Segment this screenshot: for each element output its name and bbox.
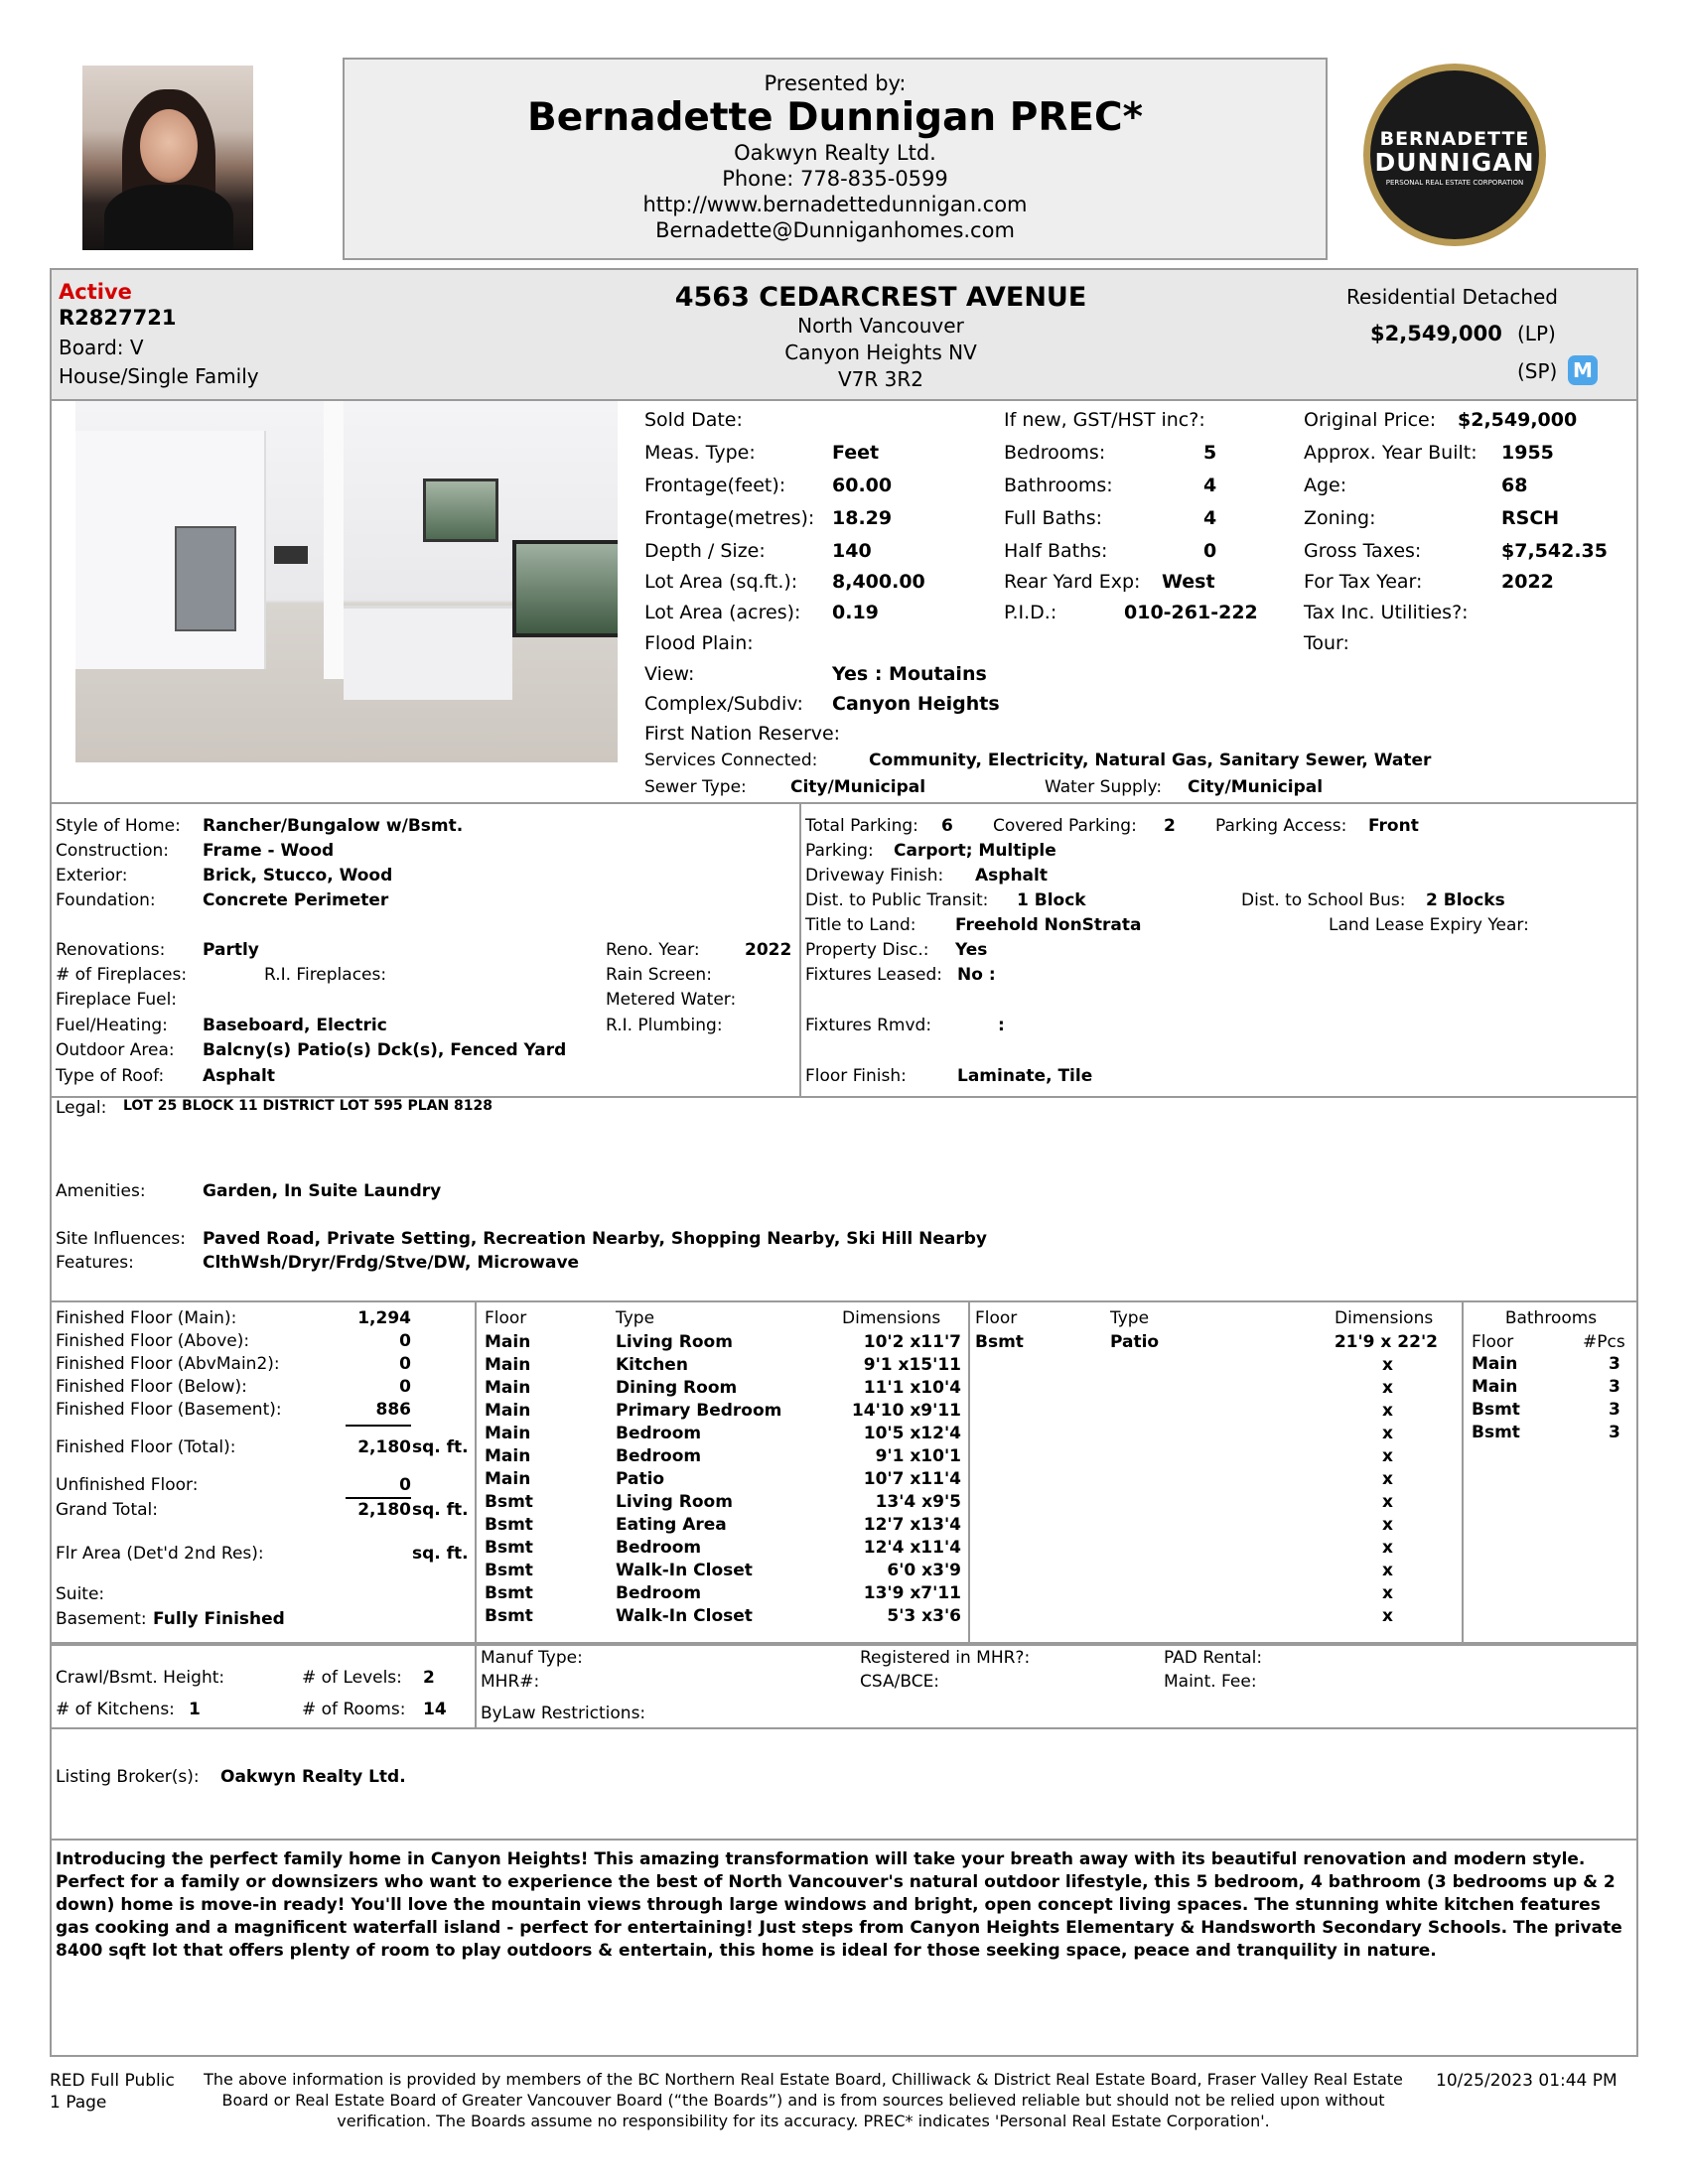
field-label: Land Lease Expiry Year:	[1329, 915, 1529, 935]
floor-total-value: 2,180	[357, 1437, 411, 1457]
foundation-value: Concrete Perimeter	[203, 890, 389, 910]
room-floor: Main	[485, 1446, 531, 1466]
field-label: Listing Broker(s):	[56, 1767, 200, 1787]
room-floor: Bsmt	[485, 1515, 533, 1535]
field-label: Lot Area (acres):	[644, 602, 801, 623]
agent-photo	[82, 66, 253, 250]
bathroom-floor: Main	[1472, 1377, 1518, 1397]
covered-parking-value: 2	[1164, 816, 1176, 836]
services-value: Community, Electricity, Natural Gas, Sanitary Sewer, Water	[869, 751, 1432, 770]
renovations-value: Partly	[203, 940, 259, 960]
agent-logo	[1363, 64, 1546, 246]
board: Board: V	[59, 336, 144, 359]
field-label: If new, GST/HST inc?:	[1004, 409, 1205, 431]
basement-value: Fully Finished	[153, 1609, 285, 1629]
field-label: Frontage(feet):	[644, 475, 786, 496]
floor-main-value: 1,294	[357, 1308, 411, 1328]
bathroom-floor: Main	[1472, 1354, 1518, 1374]
floor-above-value: 0	[399, 1331, 411, 1351]
levels-value: 2	[423, 1668, 435, 1688]
original-price-value: $2,549,000	[1458, 409, 1578, 431]
floor-abvmain2-value: 0	[399, 1354, 411, 1374]
room-type: Living Room	[616, 1332, 733, 1352]
city: North Vancouver	[797, 314, 964, 338]
room-type: Bedroom	[616, 1424, 702, 1443]
room-floor: Main	[485, 1469, 531, 1489]
field-label: Fireplace Fuel:	[56, 990, 178, 1010]
underline	[346, 1497, 411, 1499]
tax-year-value: 2022	[1501, 571, 1554, 593]
manuf-box	[50, 1642, 1638, 1729]
sqft-unit: sq. ft.	[412, 1437, 469, 1457]
col-header: Type	[616, 1308, 655, 1328]
mls-number: R2827721	[59, 306, 177, 330]
disclaimer: The above information is provided by members of the BC Northern Real Estate Board, Chilliwack & District Real Estate Board, Fraser Valley Real Estate Board or Real Estate Board of Greater Vancouver Board (“the Boards”) and is from sources believed reliable but should not be relied upon without verification. The Boards assume no responsibility for its accuracy. PREC* indicates 'Personal Real Estate Corporation'.	[204, 2070, 1403, 2130]
status-badge: Active	[59, 280, 132, 304]
area: Canyon Heights NV	[784, 341, 977, 364]
room-type: Patio	[616, 1469, 665, 1489]
room-floor: Main	[485, 1355, 531, 1375]
col-header: Floor	[485, 1308, 527, 1328]
floor-finish-value: Laminate, Tile	[957, 1066, 1093, 1086]
frontage-metres-value: 18.29	[832, 507, 893, 529]
parking-access-value: Front	[1368, 816, 1419, 836]
field-label: Foundation:	[56, 890, 156, 910]
field-label: Reno. Year:	[606, 940, 700, 960]
field-label: Features:	[56, 1253, 134, 1273]
floor-below-value: 0	[399, 1377, 411, 1397]
rooms-count-value: 14	[423, 1700, 447, 1719]
field-label: Amenities:	[56, 1181, 146, 1201]
room-dimensions: 10'5 x12'4	[863, 1424, 961, 1443]
room-dimensions: 9'1 x10'1	[875, 1446, 961, 1466]
room-dimensions: 9'1 x15'11	[863, 1355, 961, 1375]
field-label: MHR#:	[481, 1672, 540, 1692]
company-name: Oakwyn Realty Ltd.	[734, 141, 936, 165]
field-label: Zoning:	[1304, 507, 1376, 529]
logo-line-3: PERSONAL REAL ESTATE CORPORATION	[1385, 179, 1524, 187]
room-type: Eating Area	[616, 1515, 727, 1535]
field-label: Services Connected:	[644, 751, 818, 770]
room-type: Kitchen	[616, 1355, 688, 1375]
driveway-value: Asphalt	[975, 866, 1048, 886]
full-baths-value: 4	[1203, 507, 1217, 529]
room-dimensions: 13'9 x7'11	[863, 1583, 961, 1603]
total-parking-value: 6	[941, 816, 953, 836]
agent-phone: Phone: 778-835-0599	[722, 167, 948, 191]
depth-value: 140	[832, 540, 872, 562]
frontage-feet-value: 60.00	[832, 475, 893, 496]
room-dimensions-empty: x	[1382, 1469, 1393, 1489]
room-dimensions: 21'9 x 22'2	[1334, 1332, 1438, 1352]
room-floor: Main	[485, 1424, 531, 1443]
field-label: Depth / Size:	[644, 540, 766, 562]
room-type: Walk-In Closet	[616, 1606, 753, 1626]
field-label: Style of Home:	[56, 816, 181, 836]
col-header: Dimensions	[1335, 1308, 1434, 1328]
field-label: Manuf Type:	[481, 1648, 583, 1668]
logo-line-1: BERNADETTE	[1379, 128, 1530, 150]
room-floor: Bsmt	[485, 1606, 533, 1626]
age-value: 68	[1501, 475, 1528, 496]
field-label: Lot Area (sq.ft.):	[644, 571, 798, 593]
room-floor: Bsmt	[485, 1538, 533, 1558]
postal-code: V7R 3R2	[837, 367, 923, 391]
bedrooms-value: 5	[1203, 442, 1217, 464]
field-label: Approx. Year Built:	[1304, 442, 1477, 464]
field-label: Parking Access:	[1215, 816, 1347, 836]
transit-value: 1 Block	[1017, 890, 1086, 910]
field-label: Dist. to School Bus:	[1241, 890, 1406, 910]
field-label: Dist. to Public Transit:	[805, 890, 989, 910]
field-label: Legal:	[56, 1098, 107, 1118]
lp-label: (LP)	[1517, 322, 1556, 345]
lot-area-acres-value: 0.19	[832, 602, 879, 623]
school-bus-value: 2 Blocks	[1426, 890, 1505, 910]
field-label: ByLaw Restrictions:	[481, 1704, 646, 1723]
field-label: Parking:	[805, 841, 874, 861]
room-type: Bedroom	[616, 1583, 702, 1603]
address: 4563 CEDARCREST AVENUE	[674, 282, 1087, 313]
room-type: Dining Room	[616, 1378, 738, 1398]
gross-taxes-value: $7,542.35	[1501, 540, 1608, 562]
bathrooms-value: 4	[1203, 475, 1217, 496]
field-label: Registered in MHR?:	[860, 1648, 1031, 1668]
field-label: Metered Water:	[606, 990, 737, 1010]
property-disc-value: Yes	[955, 940, 988, 960]
amenities-value: Garden, In Suite Laundry	[203, 1181, 442, 1201]
style-value: Rancher/Bungalow w/Bsmt.	[203, 816, 464, 836]
fixtures-leased-value: No :	[957, 965, 996, 985]
field-label: Age:	[1304, 475, 1347, 496]
field-label: Site Influences:	[56, 1229, 186, 1249]
col-header: Floor	[1472, 1332, 1514, 1352]
complex-value: Canyon Heights	[832, 693, 1000, 715]
m-badge-icon[interactable]: M	[1568, 355, 1598, 385]
field-label: Tour:	[1304, 632, 1349, 654]
field-label: Renovations:	[56, 940, 166, 960]
field-label: Fixtures Rmvd:	[805, 1016, 932, 1035]
bathroom-pcs: 3	[1609, 1400, 1620, 1420]
divider	[799, 802, 801, 1098]
room-dimensions: 14'10 x9'11	[851, 1401, 961, 1421]
kitchens-value: 1	[189, 1700, 201, 1719]
room-dimensions: 13'4 x9'5	[875, 1492, 961, 1512]
grand-total-value: 2,180	[357, 1500, 411, 1520]
field-label: Sewer Type:	[644, 777, 747, 797]
room-type: Primary Bedroom	[616, 1401, 782, 1421]
field-label: Type of Roof:	[56, 1066, 165, 1086]
roof-value: Asphalt	[203, 1066, 275, 1086]
field-label: Suite:	[56, 1584, 105, 1604]
pid-value: 010-261-222	[1124, 602, 1258, 623]
field-label: Exterior:	[56, 866, 128, 886]
report-name: RED Full Public	[50, 2071, 175, 2091]
field-label: Bedrooms:	[1004, 442, 1106, 464]
field-label: Outdoor Area:	[56, 1040, 175, 1060]
field-label: R.I. Plumbing:	[606, 1016, 723, 1035]
property-type: House/Single Family	[59, 364, 259, 388]
field-label: Full Baths:	[1004, 507, 1102, 529]
unfinished-value: 0	[399, 1475, 411, 1495]
field-label: Crawl/Bsmt. Height:	[56, 1668, 225, 1688]
room-dimensions-empty: x	[1382, 1606, 1393, 1626]
bathroom-floor: Bsmt	[1472, 1423, 1520, 1442]
field-label: CSA/BCE:	[860, 1672, 940, 1692]
legal-value: LOT 25 BLOCK 11 DISTRICT LOT 595 PLAN 8128	[123, 1098, 493, 1114]
field-label: Tax Inc. Utilities?:	[1304, 602, 1469, 623]
field-label: Fixtures Leased:	[805, 965, 942, 985]
room-dimensions: 10'7 x11'4	[863, 1469, 961, 1489]
field-label: Maint. Fee:	[1164, 1672, 1257, 1692]
lot-area-sqft-value: 8,400.00	[832, 571, 925, 593]
room-floor: Bsmt	[485, 1583, 533, 1603]
year-built-value: 1955	[1501, 442, 1554, 464]
floor-basement-value: 886	[375, 1400, 411, 1420]
field-label: Complex/Subdiv:	[644, 693, 803, 715]
bathroom-pcs: 3	[1609, 1377, 1620, 1397]
room-dimensions: 6'0 x3'9	[887, 1561, 961, 1580]
room-dimensions-empty: x	[1382, 1355, 1393, 1375]
room-dimensions-empty: x	[1382, 1492, 1393, 1512]
field-label: Finished Floor (Total):	[56, 1437, 236, 1457]
room-floor: Bsmt	[975, 1332, 1024, 1352]
col-header: #Pcs	[1583, 1332, 1625, 1352]
zoning-value: RSCH	[1501, 507, 1560, 529]
rear-yard-value: West	[1162, 571, 1215, 593]
field-label: P.I.D.:	[1004, 602, 1057, 623]
field-label: Gross Taxes:	[1304, 540, 1422, 562]
construction-value: Frame - Wood	[203, 841, 335, 861]
field-label: Finished Floor (AbvMain2):	[56, 1354, 280, 1374]
outdoor-value: Balcny(s) Patio(s) Dck(s), Fenced Yard	[203, 1040, 567, 1060]
room-dimensions: 10'2 x11'7	[863, 1332, 961, 1352]
room-dimensions-empty: x	[1382, 1446, 1393, 1466]
field-label: Finished Floor (Basement):	[56, 1400, 282, 1420]
field-label: Finished Floor (Above):	[56, 1331, 250, 1351]
room-dimensions-empty: x	[1382, 1583, 1393, 1603]
field-label: Grand Total:	[56, 1500, 158, 1520]
col-header: Type	[1110, 1308, 1150, 1328]
field-label: Bathrooms:	[1004, 475, 1113, 496]
presented-by: Presented by:	[764, 71, 907, 95]
field-label: Rear Yard Exp:	[1004, 571, 1141, 593]
category: Residential Detached	[1346, 285, 1558, 309]
field-label: First Nation Reserve:	[644, 723, 841, 745]
field-label: Original Price:	[1304, 409, 1437, 431]
bathroom-pcs: 3	[1609, 1423, 1620, 1442]
sp-label: (SP)	[1517, 359, 1558, 383]
site-influences-value: Paved Road, Private Setting, Recreation Nearby, Shopping Nearby, Ski Hill Nearby	[203, 1229, 988, 1249]
room-dimensions-empty: x	[1382, 1515, 1393, 1535]
field-label: # of Fireplaces:	[56, 965, 188, 985]
field-label: For Tax Year:	[1304, 571, 1423, 593]
room-floor: Bsmt	[485, 1561, 533, 1580]
room-type: Bedroom	[616, 1446, 702, 1466]
field-label: Rain Screen:	[606, 965, 712, 985]
field-label: Finished Floor (Below):	[56, 1377, 247, 1397]
underline	[346, 1425, 411, 1427]
field-label: # of Levels:	[302, 1668, 402, 1688]
room-floor: Main	[485, 1332, 531, 1352]
room-type: Patio	[1110, 1332, 1160, 1352]
field-label: Construction:	[56, 841, 169, 861]
bathroom-pcs: 3	[1609, 1354, 1620, 1374]
room-dimensions-empty: x	[1382, 1561, 1393, 1580]
field-label: Unfinished Floor:	[56, 1475, 199, 1495]
water-value: City/Municipal	[1188, 777, 1324, 797]
room-dimensions: 5'3 x3'6	[887, 1606, 961, 1626]
field-label: Title to Land:	[805, 915, 916, 935]
presenter-box	[343, 58, 1328, 260]
room-floor: Main	[485, 1378, 531, 1398]
field-label: Flr Area (Det'd 2nd Res):	[56, 1544, 264, 1564]
exterior-value: Brick, Stucco, Wood	[203, 866, 393, 886]
room-dimensions-empty: x	[1382, 1401, 1393, 1421]
listing-header	[50, 268, 1638, 401]
timestamp: 10/25/2023 01:44 PM	[1436, 2071, 1618, 2091]
sqft-unit: sq. ft.	[412, 1544, 469, 1564]
field-label: Total Parking:	[805, 816, 918, 836]
field-label: Water Supply:	[1045, 777, 1163, 797]
room-dimensions-empty: x	[1382, 1378, 1393, 1398]
logo-line-2: DUNNIGAN	[1374, 148, 1535, 177]
sqft-unit: sq. ft.	[412, 1500, 469, 1520]
page-count: 1 Page	[50, 2093, 107, 2113]
room-dimensions: 11'1 x10'4	[863, 1378, 961, 1398]
field-label: # of Kitchens:	[56, 1700, 175, 1719]
agent-email[interactable]: Bernadette@Dunniganhomes.com	[655, 218, 1015, 242]
room-dimensions-empty: x	[1382, 1424, 1393, 1443]
fuel-value: Baseboard, Electric	[203, 1016, 387, 1035]
parking-value: Carport; Multiple	[894, 841, 1056, 861]
half-baths-value: 0	[1203, 540, 1217, 562]
field-label: R.I. Fireplaces:	[264, 965, 387, 985]
agent-website[interactable]: http://www.bernadettedunnigan.com	[642, 193, 1028, 216]
listing-photo[interactable]	[75, 401, 618, 762]
col-header: Bathrooms	[1504, 1308, 1598, 1328]
room-dimensions-empty: x	[1382, 1538, 1393, 1558]
field-label: Half Baths:	[1004, 540, 1108, 562]
field-label: Basement:	[56, 1609, 147, 1629]
bathroom-floor: Bsmt	[1472, 1400, 1520, 1420]
meas-type-value: Feet	[832, 442, 880, 464]
room-dimensions: 12'7 x13'4	[863, 1515, 961, 1535]
field-label: Flood Plain:	[644, 632, 754, 654]
field-label: Sold Date:	[644, 409, 743, 431]
field-label: View:	[644, 663, 695, 685]
room-floor: Bsmt	[485, 1492, 533, 1512]
view-value: Yes : Moutains	[832, 663, 987, 685]
features-value: ClthWsh/Dryr/Frdg/Stve/DW, Microwave	[203, 1253, 580, 1273]
fixtures-rmvd-value: :	[998, 1016, 1005, 1035]
broker-value: Oakwyn Realty Ltd.	[220, 1767, 406, 1787]
field-label: Property Disc.:	[805, 940, 929, 960]
field-label: Covered Parking:	[993, 816, 1137, 836]
room-type: Living Room	[616, 1492, 733, 1512]
field-label: Fuel/Heating:	[56, 1016, 168, 1035]
room-type: Bedroom	[616, 1538, 702, 1558]
sewer-value: City/Municipal	[790, 777, 926, 797]
room-floor: Main	[485, 1401, 531, 1421]
list-price: $2,549,000	[1370, 322, 1502, 345]
title-value: Freehold NonStrata	[955, 915, 1142, 935]
room-type: Walk-In Closet	[616, 1561, 753, 1580]
field-label: Floor Finish:	[805, 1066, 907, 1086]
field-label: PAD Rental:	[1164, 1648, 1263, 1668]
agent-name: Bernadette Dunnigan PREC*	[526, 95, 1144, 140]
room-dimensions: 12'4 x11'4	[863, 1538, 961, 1558]
col-header: Floor	[975, 1308, 1018, 1328]
field-label: Driveway Finish:	[805, 866, 944, 886]
field-label: Frontage(metres):	[644, 507, 815, 529]
reno-year-value: 2022	[745, 940, 792, 960]
field-label: Meas. Type:	[644, 442, 756, 464]
field-label: Finished Floor (Main):	[56, 1308, 237, 1328]
col-header: Dimensions	[842, 1308, 941, 1328]
public-remarks: Introducing the perfect family home in Canyon Heights! This amazing transformation will take your breath away with its beautiful renovation and modern style. Perfect for a family or downsizers who want to experience the best of North Vancouver's natural outdoor lifestyle, this 5 bedroom, 4 bathroom (3 bedrooms up & 2 down) home is move-in ready! You'll love the mountain views through large windows and bright, open concept living spaces. The stunning white kitchen features gas cooking and a magnificent waterfall island - perfect for entertaining! Just steps from Canyon Heights Elementary & Handsworth Secondary Schools. The private 8400 sqft lot that offers plenty of room to play outdoors & entertain, this home is ideal for those seeking space, peace and tranquility in nature.	[56, 1849, 1622, 1961]
field-label: # of Rooms:	[302, 1700, 406, 1719]
